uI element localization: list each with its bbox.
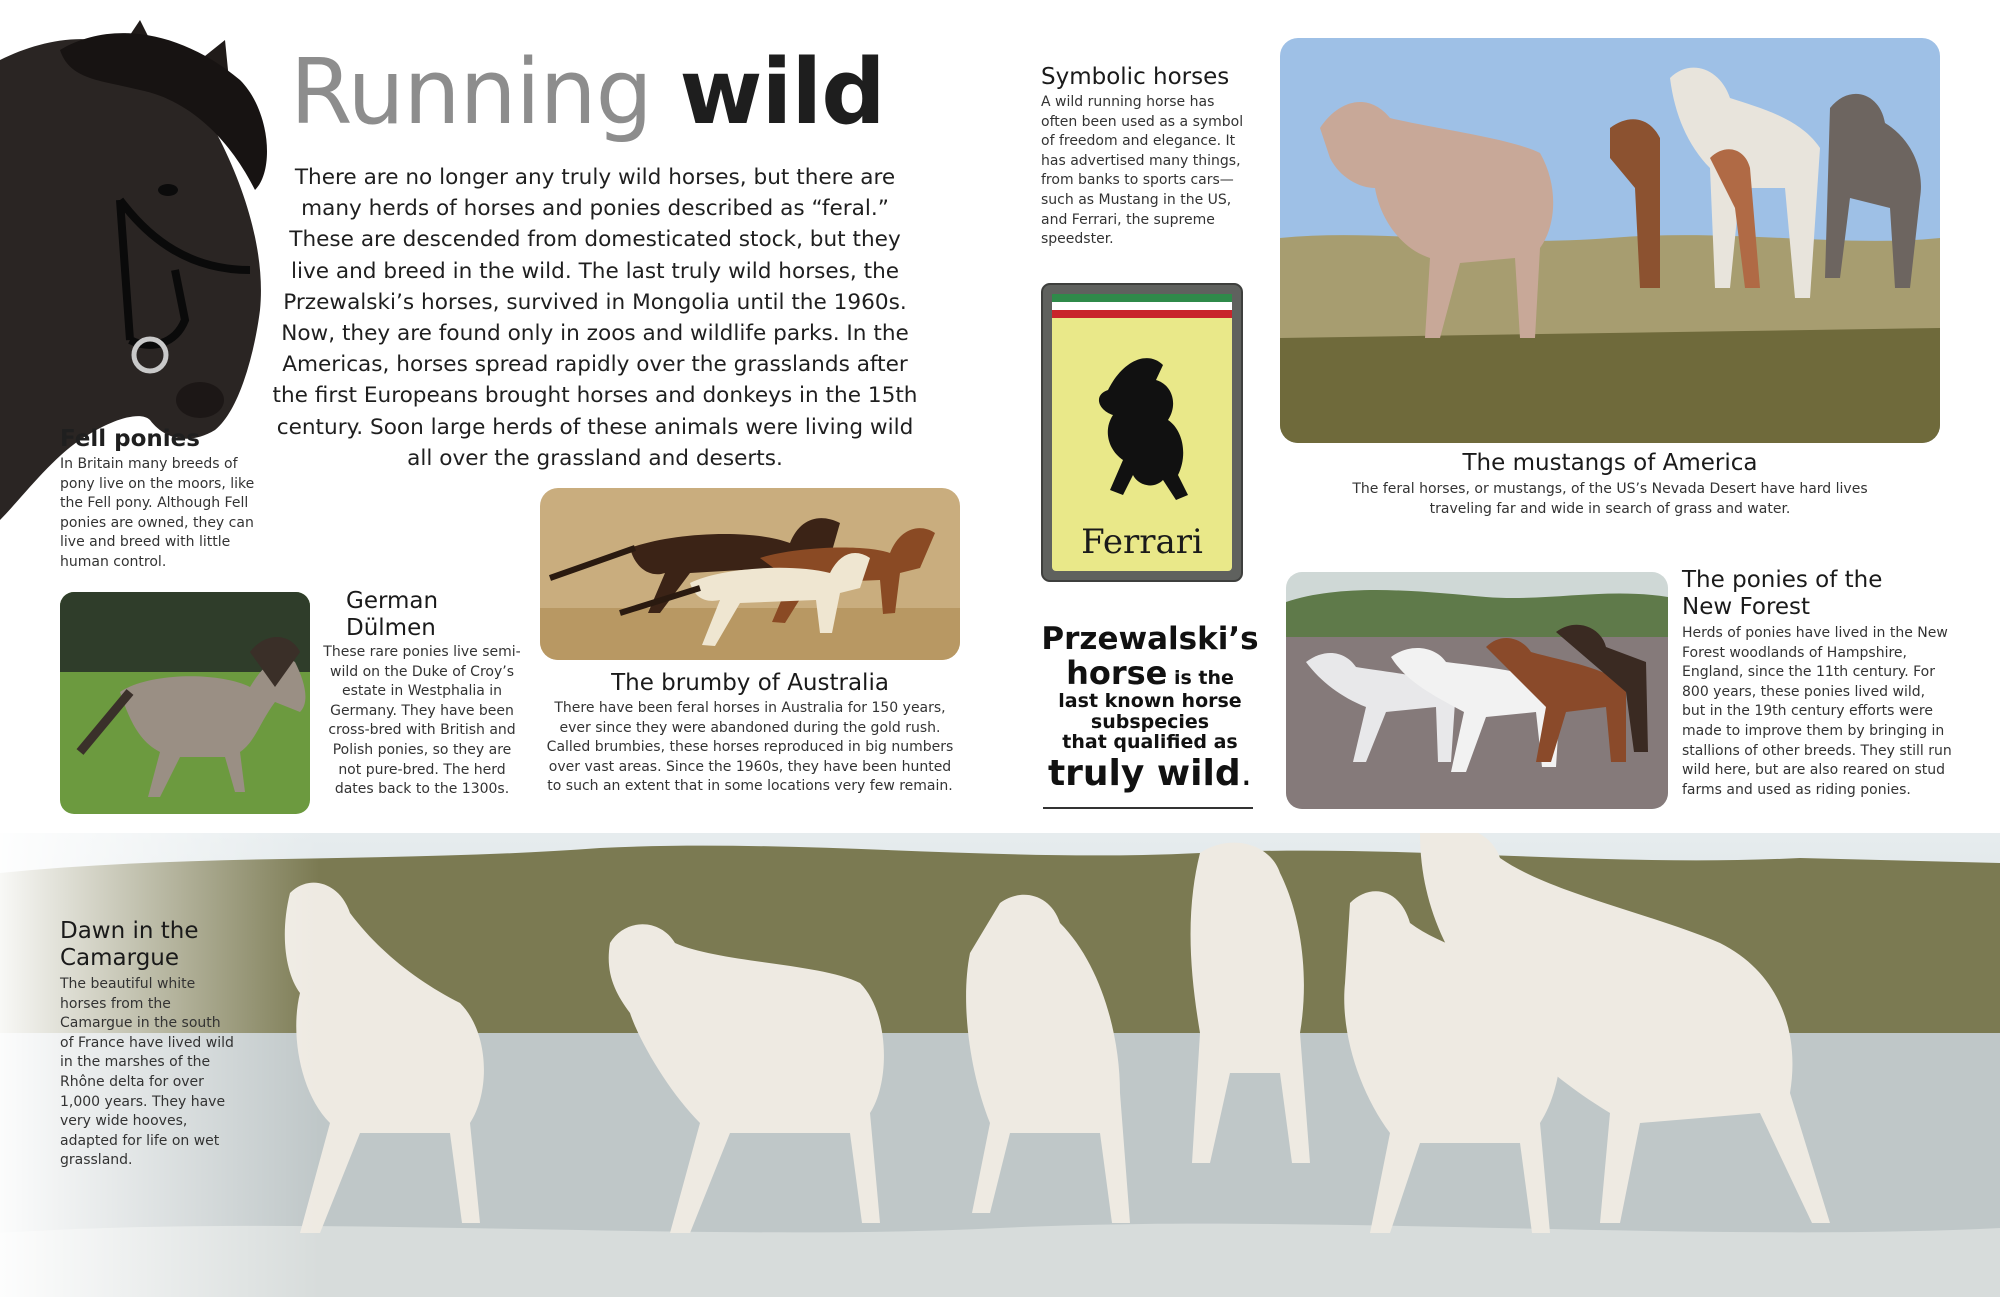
dawn-camargue-body: The beautiful white horses from the Camargue in the south of France have lived wild in the marshes of the Rhône delta for over 1,000 years. They have very wide hooves, adapted for life on wet grassland. [60,976,234,1169]
camargue-photo [0,833,2000,1297]
dawn-title-line1: Dawn in the [60,918,199,944]
brumby-title: The brumby of Australia [611,670,889,696]
dawn-camargue-title [60,918,199,972]
factbox-line6a: truly wild [1047,752,1241,794]
factbox-line6b: . [1240,752,1253,794]
fell-ponies-title: Fell ponies [60,426,200,452]
new-forest-photo [1286,572,1668,809]
symbolic-horses-title: Symbolic horses [1041,64,1230,90]
symbolic-horses-body: A wild running horse has often been used as a symbol of freedom and elegance. It has advertised many things, from banks to sports cars—such as Mustang in the US, and Ferrari, the supreme speedster. [1041,94,1244,248]
factbox-line1: Przewalski’s [1041,621,1259,657]
dulmen-body: These rare ponies live semi-wild on the Duke of Croy’s estate in Westphalia in Germany. They have been cross-bred with British and Polish ponies, so they are not pure-bred. The herd dates back to the 1300s. [323,644,521,798]
dulmen-title-line2: Dülmen [346,615,436,641]
page-title [290,40,885,145]
brumby-photo [540,488,960,660]
factbox-line5: that qualified as [1062,731,1238,754]
mustangs-body: The feral horses, or mustangs, of the US’s Nevada Desert have hard lives traveling far and wide in search of grass and water. [1352,481,1868,517]
factbox-rule [1043,807,1253,809]
new-forest-title-line2: New Forest [1682,594,1811,620]
ferrari-wordmark: Ferrari [1081,522,1203,562]
new-forest-title-line1: The ponies of the [1682,567,1883,593]
mustangs-title: The mustangs of America [1462,450,1758,476]
factbox-line4: subspecies [1090,710,1210,733]
intro-paragraph: There are no longer any truly wild horses, but there are many herds of horses and ponies described as “feral.” These are descended from domesticated stock, but they live and breed in the wild. The last truly wild horses, the Przewalski’s horses, survived in Mongolia until the 1960s. Now, they are found only in zoos and wildlife parks. In the Americas, horses spread rapidly over the grasslands after the first Europeans brought horses and donkeys in the 15th century. Soon large herds of these animals were living wild all over the grassland and deserts. [272,165,918,471]
dulmen-title-line1: German [346,588,439,614]
new-forest-body: Herds of ponies have lived in the New Forest woodlands of Hampshire, England, since the 11th century. For 800 years, these ponies lived wild, but in the 19th century efforts were made to improve them by bringing in stallions of other breeds. They still run wild here, but are also reared on stud farms and used as riding ponies. [1682,625,1952,798]
dulmen-pony-photo [60,592,310,814]
factbox-line2b: is the [1167,667,1234,690]
new-forest-title [1682,567,1952,621]
fell-ponies-body: In Britain many breeds of pony live on the moors, like the Fell pony. Although Fell ponies are owned, they can live and breed with little human control. [60,456,255,570]
title-light: Running [290,40,652,145]
title-bold: wild [679,40,885,145]
ferrari-badge [1038,280,1246,585]
factbox-line3: last known horse [1058,690,1242,713]
brumby-body: There have been feral horses in Australia for 150 years, ever since they were abandoned during the gold rush. Called brumbies, these horses reproduced in big numbers over vast areas. Since the 1960s, they have been hunted to such an extent that in some locations very few remain. [546,700,954,795]
mustangs-photo [1280,38,1940,443]
dawn-title-line2: Camargue [60,945,180,971]
dulmen-title [346,588,438,642]
przewalski-factbox [1040,623,1260,793]
factbox-line2a: horse [1066,654,1168,693]
